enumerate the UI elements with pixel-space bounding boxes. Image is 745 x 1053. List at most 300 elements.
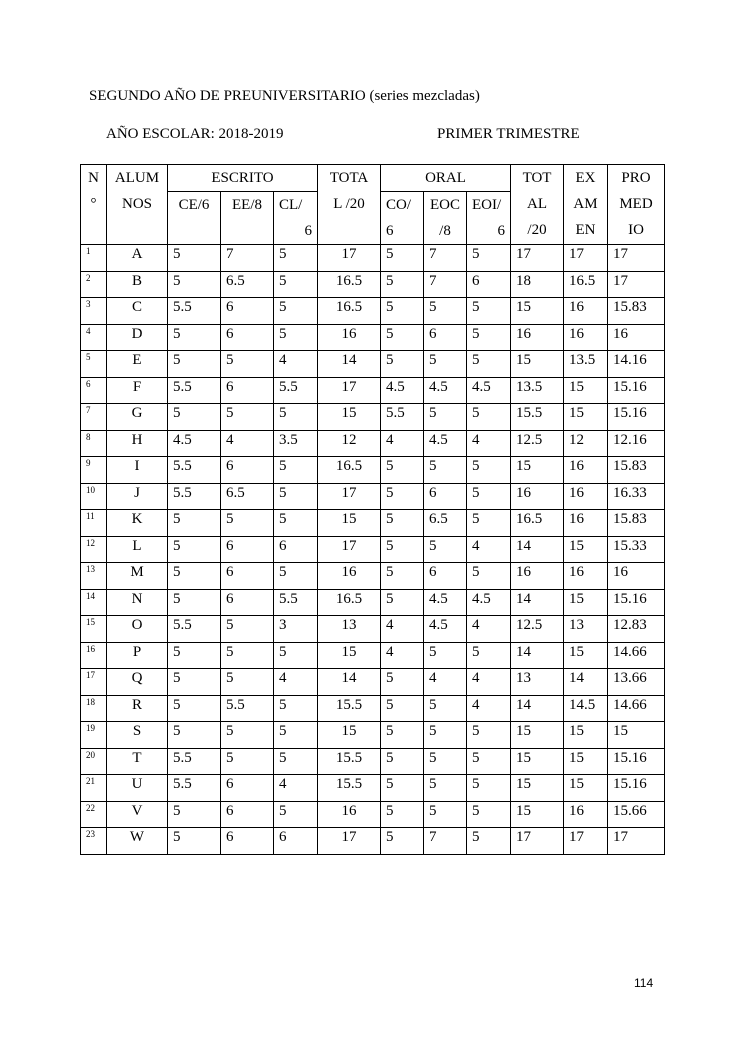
cell-name: W (107, 828, 168, 855)
cell-ee: 5 (221, 642, 274, 669)
cell-tot-e: 16.5 (318, 457, 381, 484)
cell-eoc: 7 (424, 828, 467, 855)
cell-no: 1 (81, 245, 107, 272)
cell-co: 5 (381, 669, 424, 696)
cell-ce: 5 (168, 351, 221, 378)
cell-exam: 17 (564, 828, 608, 855)
cell-ce: 5 (168, 722, 221, 749)
cell-cl: 5 (274, 563, 318, 590)
cell-exam: 16 (564, 324, 608, 351)
cell-co: 5 (381, 695, 424, 722)
cell-ce: 5 (168, 801, 221, 828)
cell-no: 10 (81, 483, 107, 510)
cell-tot-e: 16 (318, 324, 381, 351)
cell-eoi: 6 (467, 271, 511, 298)
cell-cl: 5 (274, 298, 318, 325)
cell-tot-o: 15 (511, 298, 564, 325)
cell-name: D (107, 324, 168, 351)
header-cl6-line2: 6 (304, 223, 313, 239)
cell-name: B (107, 271, 168, 298)
cell-tot-o: 15 (511, 457, 564, 484)
cell-ce: 5 (168, 510, 221, 537)
header-co6-line1: CO/ (386, 197, 412, 213)
cell-co: 4 (381, 616, 424, 643)
cell-exam: 16 (564, 457, 608, 484)
cell-cl: 5 (274, 722, 318, 749)
cell-no: 6 (81, 377, 107, 404)
header-eoi6-line2: 6 (497, 223, 506, 239)
cell-tot-e: 13 (318, 616, 381, 643)
cell-co: 4 (381, 430, 424, 457)
cell-prom: 13.66 (608, 669, 665, 696)
cell-cl: 5 (274, 748, 318, 775)
cell-name: K (107, 510, 168, 537)
cell-exam: 16 (564, 801, 608, 828)
cell-exam: 13 (564, 616, 608, 643)
cell-ce: 5.5 (168, 377, 221, 404)
cell-prom: 14.66 (608, 695, 665, 722)
cell-exam: 16 (564, 483, 608, 510)
cell-exam: 15 (564, 748, 608, 775)
cell-tot-e: 15 (318, 642, 381, 669)
cell-tot-e: 16 (318, 563, 381, 590)
cell-tot-e: 16.5 (318, 298, 381, 325)
table-row (81, 271, 665, 298)
cell-eoi: 5 (467, 642, 511, 669)
header-cl6-line1: CL/ (279, 197, 303, 213)
cell-co: 5 (381, 563, 424, 590)
cell-no: 11 (81, 510, 107, 537)
cell-tot-o: 15 (511, 801, 564, 828)
cell-no: 12 (81, 536, 107, 563)
cell-ee: 6 (221, 457, 274, 484)
cell-eoc: 5 (424, 775, 467, 802)
cell-no: 9 (81, 457, 107, 484)
cell-tot-o: 12.5 (511, 430, 564, 457)
school-year: AÑO ESCOLAR: 2018-2019 (106, 126, 284, 142)
cell-name: J (107, 483, 168, 510)
header-alumnos-line2: NOS (121, 196, 152, 212)
table-row (81, 404, 665, 431)
cell-eoi: 4 (467, 695, 511, 722)
header-total-escrito-line1: TOTA (329, 170, 369, 186)
cell-cl: 5 (274, 324, 318, 351)
cell-co: 5 (381, 324, 424, 351)
header-co6-line2: 6 (386, 223, 394, 239)
table-row (81, 695, 665, 722)
header-escrito: ESCRITO (168, 165, 318, 192)
table-row (81, 457, 665, 484)
cell-tot-o: 13.5 (511, 377, 564, 404)
cell-tot-o: 17 (511, 828, 564, 855)
cell-eoc: 6.5 (424, 510, 467, 537)
cell-no: 13 (81, 563, 107, 590)
cell-co: 5.5 (381, 404, 424, 431)
cell-ee: 6 (221, 828, 274, 855)
cell-tot-o: 17 (511, 245, 564, 272)
cell-eoi: 4.5 (467, 589, 511, 616)
cell-cl: 5.5 (274, 589, 318, 616)
header-total-oral-line1: TOT (522, 170, 552, 186)
cell-no: 3 (81, 298, 107, 325)
cell-eoi: 4 (467, 430, 511, 457)
header-eoc8-line2: /8 (439, 223, 451, 239)
cell-eoc: 5 (424, 298, 467, 325)
cell-eoc: 7 (424, 245, 467, 272)
cell-tot-e: 14 (318, 669, 381, 696)
header-promedio (608, 165, 665, 245)
cell-eoi: 5 (467, 483, 511, 510)
header-alumnos (107, 165, 168, 245)
header-total-escrito (318, 165, 381, 245)
cell-eoi: 5 (467, 457, 511, 484)
cell-cl: 3 (274, 616, 318, 643)
cell-cl: 5 (274, 457, 318, 484)
cell-exam: 15 (564, 377, 608, 404)
grades-table (80, 164, 665, 855)
cell-ce: 5 (168, 536, 221, 563)
table-row (81, 298, 665, 325)
cell-name: S (107, 722, 168, 749)
cell-eoc: 5 (424, 695, 467, 722)
cell-ee: 5 (221, 404, 274, 431)
cell-name: M (107, 563, 168, 590)
cell-exam: 17 (564, 245, 608, 272)
table-row (81, 748, 665, 775)
table-row (81, 828, 665, 855)
cell-prom: 17 (608, 271, 665, 298)
cell-tot-e: 16.5 (318, 271, 381, 298)
header-promedio-line2: MED (619, 196, 653, 212)
cell-eoc: 5 (424, 457, 467, 484)
cell-cl: 3.5 (274, 430, 318, 457)
cell-eoi: 4 (467, 669, 511, 696)
cell-exam: 15 (564, 404, 608, 431)
cell-prom: 15.16 (608, 748, 665, 775)
header-no-line2: ° (90, 196, 97, 212)
cell-prom: 15.66 (608, 801, 665, 828)
cell-ce: 5 (168, 271, 221, 298)
cell-no: 4 (81, 324, 107, 351)
cell-ee: 6 (221, 377, 274, 404)
cell-tot-e: 17 (318, 483, 381, 510)
cell-cl: 5 (274, 695, 318, 722)
cell-eoi: 4 (467, 616, 511, 643)
cell-name: A (107, 245, 168, 272)
header-no-line1: N (88, 170, 99, 186)
cell-eoi: 4 (467, 536, 511, 563)
cell-ee: 6 (221, 563, 274, 590)
cell-co: 5 (381, 748, 424, 775)
cell-tot-o: 15 (511, 775, 564, 802)
cell-tot-e: 17 (318, 828, 381, 855)
cell-eoi: 5 (467, 563, 511, 590)
cell-exam: 16 (564, 510, 608, 537)
cell-co: 5 (381, 589, 424, 616)
cell-eoi: 5 (467, 298, 511, 325)
cell-ce: 4.5 (168, 430, 221, 457)
cell-cl: 5 (274, 271, 318, 298)
header-cl6 (274, 192, 318, 245)
cell-no: 19 (81, 722, 107, 749)
cell-co: 5 (381, 801, 424, 828)
cell-cl: 5 (274, 404, 318, 431)
header-ce6 (168, 192, 221, 245)
cell-tot-e: 15.5 (318, 748, 381, 775)
cell-eoc: 5 (424, 351, 467, 378)
cell-no: 17 (81, 669, 107, 696)
cell-tot-o: 15.5 (511, 404, 564, 431)
cell-tot-o: 16 (511, 563, 564, 590)
cell-eoc: 6 (424, 563, 467, 590)
header-ce6-text: CE/6 (178, 197, 210, 213)
cell-exam: 12 (564, 430, 608, 457)
cell-ee: 6.5 (221, 271, 274, 298)
cell-ee: 4 (221, 430, 274, 457)
header-examen-line3: EN (575, 222, 596, 238)
cell-ee: 5 (221, 351, 274, 378)
cell-prom: 17 (608, 828, 665, 855)
cell-no: 21 (81, 775, 107, 802)
cell-co: 4.5 (381, 377, 424, 404)
cell-name: H (107, 430, 168, 457)
cell-tot-e: 17 (318, 377, 381, 404)
cell-tot-e: 14 (318, 351, 381, 378)
header-examen-line2: AM (573, 196, 598, 212)
cell-ce: 5.5 (168, 483, 221, 510)
table-row (81, 589, 665, 616)
cell-no: 8 (81, 430, 107, 457)
cell-ce: 5 (168, 245, 221, 272)
table-row (81, 563, 665, 590)
cell-prom: 15.16 (608, 775, 665, 802)
table-row (81, 801, 665, 828)
cell-name: O (107, 616, 168, 643)
cell-eoi: 5 (467, 404, 511, 431)
cell-prom: 15.16 (608, 589, 665, 616)
cell-ce: 5 (168, 828, 221, 855)
table-row (81, 430, 665, 457)
cell-exam: 16 (564, 563, 608, 590)
header-examen (564, 165, 608, 245)
table-row (81, 510, 665, 537)
cell-cl: 6 (274, 828, 318, 855)
header-no (81, 165, 107, 245)
cell-ee: 6.5 (221, 483, 274, 510)
table-row (81, 536, 665, 563)
header-alumnos-line1: ALUM (114, 170, 160, 186)
cell-ce: 5 (168, 642, 221, 669)
cell-tot-o: 14 (511, 695, 564, 722)
cell-tot-o: 16.5 (511, 510, 564, 537)
cell-eoi: 5 (467, 722, 511, 749)
cell-prom: 12.16 (608, 430, 665, 457)
cell-tot-o: 16 (511, 324, 564, 351)
header-examen-line1: EX (575, 170, 596, 186)
header-total-oral-line2: AL (527, 196, 548, 212)
cell-cl: 4 (274, 351, 318, 378)
table-row (81, 351, 665, 378)
cell-prom: 15.16 (608, 404, 665, 431)
cell-eoc: 5 (424, 642, 467, 669)
cell-exam: 16 (564, 298, 608, 325)
cell-name: R (107, 695, 168, 722)
cell-prom: 14.16 (608, 351, 665, 378)
cell-no: 15 (81, 616, 107, 643)
cell-ee: 5 (221, 510, 274, 537)
cell-tot-o: 16 (511, 483, 564, 510)
cell-prom: 15.83 (608, 457, 665, 484)
table-row (81, 722, 665, 749)
cell-eoc: 6 (424, 324, 467, 351)
cell-ce: 5.5 (168, 775, 221, 802)
cell-co: 5 (381, 271, 424, 298)
header-eoc8-line1: EOC (430, 197, 461, 213)
cell-ce: 5.5 (168, 748, 221, 775)
cell-tot-e: 12 (318, 430, 381, 457)
cell-eoi: 5 (467, 775, 511, 802)
cell-prom: 15.16 (608, 377, 665, 404)
cell-ce: 5 (168, 695, 221, 722)
cell-co: 5 (381, 245, 424, 272)
cell-name: C (107, 298, 168, 325)
cell-ce: 5 (168, 324, 221, 351)
cell-prom: 15.83 (608, 510, 665, 537)
cell-prom: 15.33 (608, 536, 665, 563)
cell-ce: 5.5 (168, 298, 221, 325)
term-label: PRIMER TRIMESTRE (437, 126, 580, 142)
cell-prom: 15 (608, 722, 665, 749)
cell-name: Q (107, 669, 168, 696)
cell-ee: 6 (221, 298, 274, 325)
cell-no: 16 (81, 642, 107, 669)
cell-tot-e: 15.5 (318, 695, 381, 722)
cell-prom: 16.33 (608, 483, 665, 510)
cell-eoc: 6 (424, 483, 467, 510)
cell-name: U (107, 775, 168, 802)
cell-ee: 5 (221, 748, 274, 775)
cell-eoi: 5 (467, 245, 511, 272)
cell-co: 4 (381, 642, 424, 669)
cell-ce: 5 (168, 669, 221, 696)
cell-cl: 6 (274, 536, 318, 563)
cell-tot-o: 14 (511, 536, 564, 563)
cell-exam: 15 (564, 775, 608, 802)
cell-eoc: 4.5 (424, 616, 467, 643)
cell-no: 2 (81, 271, 107, 298)
cell-cl: 5 (274, 510, 318, 537)
cell-exam: 14.5 (564, 695, 608, 722)
cell-co: 5 (381, 722, 424, 749)
cell-eoi: 5 (467, 351, 511, 378)
cell-name: E (107, 351, 168, 378)
cell-ee: 6 (221, 589, 274, 616)
cell-name: F (107, 377, 168, 404)
cell-cl: 4 (274, 775, 318, 802)
cell-prom: 15.83 (608, 298, 665, 325)
cell-eoi: 5 (467, 828, 511, 855)
document-title: SEGUNDO AÑO DE PREUNIVERSITARIO (series mezcladas) (89, 88, 480, 104)
table-row (81, 616, 665, 643)
cell-tot-o: 15 (511, 748, 564, 775)
cell-tot-e: 16 (318, 801, 381, 828)
cell-tot-o: 15 (511, 722, 564, 749)
cell-name: G (107, 404, 168, 431)
cell-exam: 15 (564, 722, 608, 749)
cell-exam: 15 (564, 589, 608, 616)
cell-cl: 4 (274, 669, 318, 696)
header-eoi6 (467, 192, 511, 245)
cell-no: 22 (81, 801, 107, 828)
header-total-oral-line3: /20 (527, 222, 547, 238)
table-row (81, 377, 665, 404)
cell-ee: 6 (221, 324, 274, 351)
cell-no: 5 (81, 351, 107, 378)
table-row (81, 483, 665, 510)
header-total-escrito-line2: L /20 (333, 196, 365, 212)
cell-tot-e: 16.5 (318, 589, 381, 616)
cell-tot-o: 15 (511, 351, 564, 378)
cell-eoc: 5 (424, 722, 467, 749)
cell-tot-e: 15 (318, 722, 381, 749)
cell-exam: 15 (564, 642, 608, 669)
cell-eoc: 4.5 (424, 589, 467, 616)
cell-no: 20 (81, 748, 107, 775)
cell-exam: 14 (564, 669, 608, 696)
cell-prom: 16 (608, 324, 665, 351)
cell-no: 23 (81, 828, 107, 855)
cell-cl: 5 (274, 642, 318, 669)
cell-eoi: 4.5 (467, 377, 511, 404)
cell-ee: 7 (221, 245, 274, 272)
cell-eoc: 4 (424, 669, 467, 696)
cell-ee: 5.5 (221, 695, 274, 722)
page-number: 114 (634, 976, 654, 990)
cell-tot-o: 12.5 (511, 616, 564, 643)
cell-ce: 5.5 (168, 457, 221, 484)
cell-ee: 6 (221, 536, 274, 563)
cell-name: P (107, 642, 168, 669)
cell-co: 5 (381, 828, 424, 855)
cell-prom: 14.66 (608, 642, 665, 669)
cell-tot-o: 18 (511, 271, 564, 298)
cell-eoc: 4.5 (424, 377, 467, 404)
cell-ee: 6 (221, 801, 274, 828)
cell-name: T (107, 748, 168, 775)
cell-exam: 15 (564, 536, 608, 563)
cell-tot-e: 17 (318, 536, 381, 563)
cell-cl: 5 (274, 483, 318, 510)
cell-co: 5 (381, 510, 424, 537)
table-row (81, 669, 665, 696)
cell-ee: 5 (221, 722, 274, 749)
header-co6 (381, 192, 424, 245)
cell-eoc: 7 (424, 271, 467, 298)
cell-name: L (107, 536, 168, 563)
cell-ee: 5 (221, 669, 274, 696)
cell-cl: 5 (274, 245, 318, 272)
cell-co: 5 (381, 457, 424, 484)
header-oral: ORAL (381, 165, 511, 192)
cell-prom: 17 (608, 245, 665, 272)
cell-no: 18 (81, 695, 107, 722)
cell-exam: 13.5 (564, 351, 608, 378)
cell-co: 5 (381, 536, 424, 563)
cell-co: 5 (381, 298, 424, 325)
cell-eoi: 5 (467, 510, 511, 537)
cell-tot-e: 15 (318, 510, 381, 537)
header-ee8-text: EE/8 (232, 197, 262, 213)
